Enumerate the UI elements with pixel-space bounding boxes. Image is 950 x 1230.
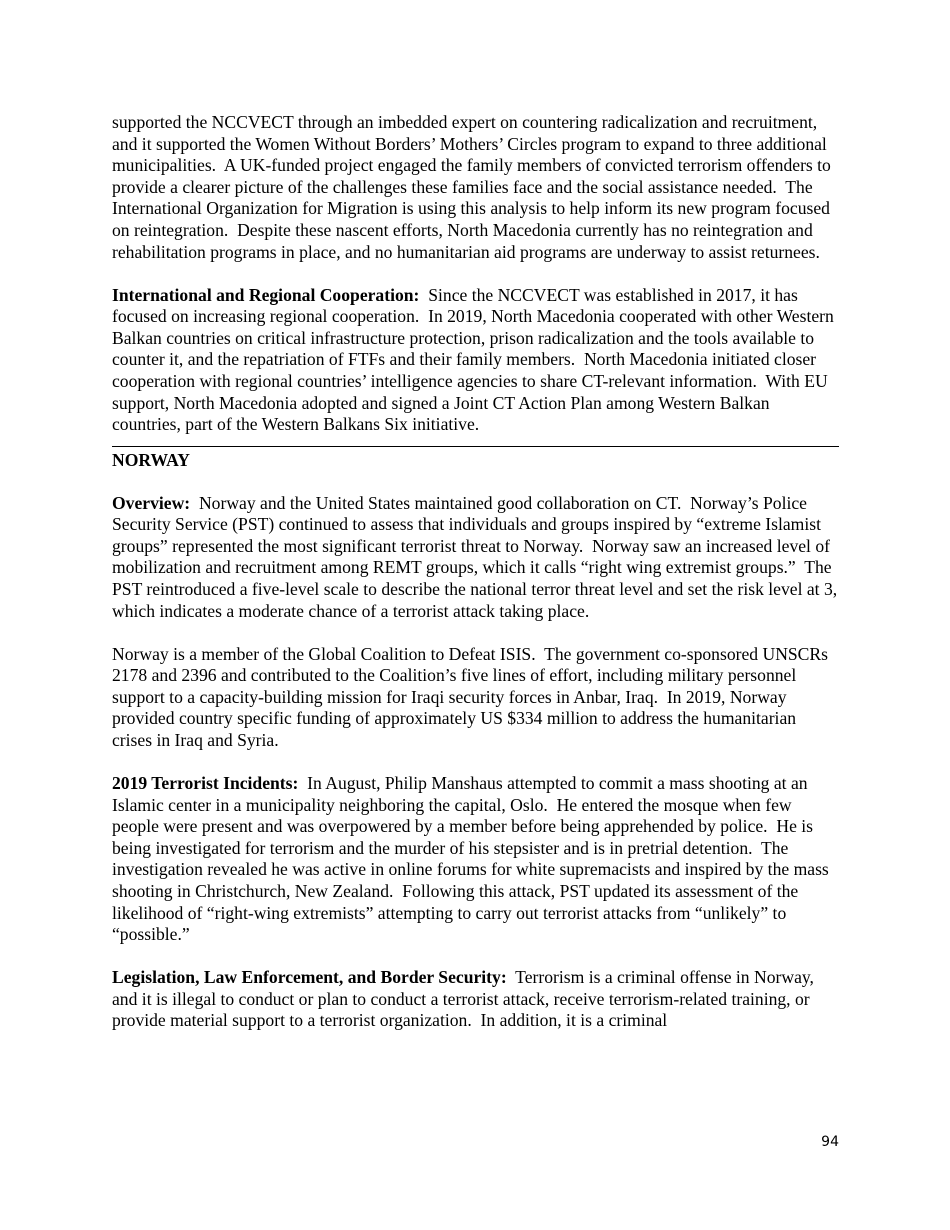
- paragraph-text: Since the NCCVECT was established in 2017, it has focused on increasing regional cooperation. In 2019, North Macedonia cooperated with other Western Balkan countries on critical infrastructure protection, prison radicalization and the tools available to counter it, and the repatriation of FTFs and their family members. North Macedonia initiated closer cooperation with regional countries’ intelligence agencies to share CT-relevant information. With EU support, North Macedonia adopted and signed a Joint CT Action Plan among Western Balkan countries, part of the Western Balkans Six initiative.: [112, 284, 834, 435]
- page-number: 94: [821, 1134, 839, 1150]
- paragraph-terrorist-incidents: [112, 773, 839, 946]
- paragraph-lead: Legislation, Law Enforcement, and Border Security:: [112, 967, 507, 988]
- paragraph-lead: 2019 Terrorist Incidents:: [112, 773, 299, 793]
- section-title: NORWAY: [112, 449, 190, 470]
- paragraph-text: Norway and the United States maintained good collaboration on CT. Norway’s Police Security Service (PST) continued to assess that individuals and groups inspired by “extreme Islamist groups” represented the most significant terrorist threat to Norway. Norway saw an increased level of mobilization and recruitment among REMT groups, which it calls “right wing extremist groups.” The PST reintroduced a five-level scale to describe the national terror threat level and set the risk level at 3, which indicates a moderate chance of a terrorist attack taking place.: [112, 492, 838, 621]
- paragraph-lead: International and Regional Cooperation:: [112, 284, 420, 305]
- paragraph-text: In August, Philip Manshaus attempted to commit a mass shooting at an Islamic center in a municipality neighboring the capital, Oslo. He entered the mosque when few people were present and was overpowered by a member before being apprehended by police. He is being investigated for terrorism and the murder of his stepsister and is in pretrial detention. The investigation revealed he was active in online forums for white supremacists and inspired by the mass shooting in Christchurch, New Zealand. Following this attack, PST updated its assessment of the likelihood of “right-wing extremists” attempting to carry out terrorist attacks from “unlikely” to “possible.”: [112, 773, 829, 945]
- paragraph-coalition: [112, 644, 839, 752]
- document-page: [112, 112, 839, 1053]
- paragraph-overview: [112, 493, 839, 623]
- section-divider: [112, 446, 839, 447]
- paragraph-text: Norway is a member of the Global Coalition to Defeat ISIS. The government co-sponsored UNSCRs 2178 and 2396 and contributed to the Coalition’s five lines of effort, including military personnel support to a capacity-building mission for Iraqi security forces in Anbar, Iraq. In 2019, Norway provided country specific funding of approximately US $334 million to address the humanitarian crises in Iraq and Syria.: [112, 643, 829, 751]
- paragraph-legislation: [112, 967, 839, 1032]
- paragraph-lead: Overview:: [112, 492, 191, 513]
- paragraph-international-cooperation: [112, 285, 839, 436]
- paragraph-text: Terrorism is a criminal offense in Norway, and it is illegal to conduct or plan to conduct a terrorist attack, receive terrorism-related training, or provide material support to a terrorist organization. In addition, it is a criminal: [112, 967, 814, 1031]
- paragraph-text: supported the NCCVECT through an imbedded expert on countering radicalization and recruitment, and it supported the Women Without Borders’ Mothers’ Circles program to expand to three additional municipalities. A UK-funded project engaged the family members of convicted terrorism offenders to provide a clearer picture of the challenges these families face and the social assistance needed. The International Organization for Migration is using this analysis to help inform its new program focused on reintegration. Despite these nascent efforts, North Macedonia currently has no reintegration and rehabilitation programs in place, and no humanitarian aid programs are underway to assist returnees.: [112, 112, 831, 262]
- paragraph-reintegration: [112, 112, 839, 263]
